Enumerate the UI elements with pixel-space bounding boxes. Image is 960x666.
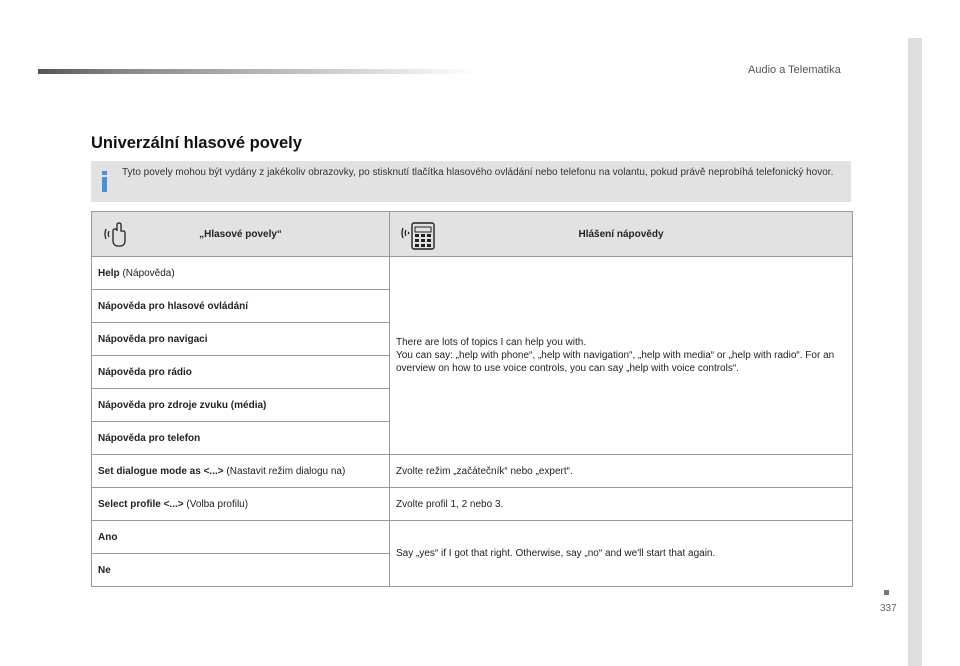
- command-cell: Nápověda pro rádio: [92, 356, 390, 389]
- answer-cell: Zvolte režim „začátečník“ nebo „expert“.: [390, 455, 853, 488]
- table-row: [92, 455, 853, 488]
- voice-commands-table: [91, 211, 853, 587]
- section-title: Audio a Telematika: [748, 64, 841, 76]
- command-cell: Nápověda pro zdroje zvuku (média): [92, 389, 390, 422]
- help-answer-line2: You can say: „help with phone“, „help with navigation“, „help with media“ or „help with radio“. For an overview on how to use voice controls, you can say „help with voice controls“.: [396, 350, 835, 374]
- header-prompts-label: Hlášení nápovědy: [578, 229, 664, 240]
- table-row: [92, 488, 853, 521]
- table-row: [92, 257, 853, 290]
- info-box: [91, 161, 851, 202]
- answer-cell: Zvolte profil 1, 2 nebo 3.: [390, 488, 853, 521]
- header-commands: [92, 212, 390, 257]
- command-cell: Nápověda pro hlasové ovládání: [92, 290, 390, 323]
- header-rule: [38, 69, 478, 74]
- page-title: Univerzální hlasové povely: [91, 134, 302, 152]
- answer-cell: Say „yes“ if I got that right. Otherwise, say „no“ and we'll start that again.: [390, 521, 853, 587]
- command-cell: Nápověda pro telefon: [92, 422, 390, 455]
- info-text: Tyto povely mohou být vydány z jakékoliv obrazovky, po stisknutí tlačítka hlasového ovládání nebo telefonu na volantu, pokud právě neprobíhá telefonický hovor.: [122, 167, 834, 178]
- command-cell: Help (Nápověda): [92, 257, 390, 290]
- answer-cell: [390, 257, 853, 455]
- command-cell: Ano: [92, 521, 390, 554]
- command-cell: Ne: [92, 554, 390, 587]
- page-side-strip: [908, 38, 922, 666]
- page-number: 337: [880, 603, 897, 614]
- info-icon: [101, 171, 109, 193]
- table-header-row: [92, 212, 853, 257]
- header-commands-label: „Hlasové povely“: [199, 229, 282, 240]
- command-cell: Set dialogue mode as <...> (Nastavit režim dialogu na): [92, 455, 390, 488]
- table-row: [92, 521, 853, 554]
- command-cell: Select profile <...> (Volba profilu): [92, 488, 390, 521]
- help-answer-line1: There are lots of topics I can help you with.: [396, 337, 587, 348]
- header-prompts: [390, 212, 853, 257]
- page-marker: [884, 590, 889, 595]
- command-cell: Nápověda pro navigaci: [92, 323, 390, 356]
